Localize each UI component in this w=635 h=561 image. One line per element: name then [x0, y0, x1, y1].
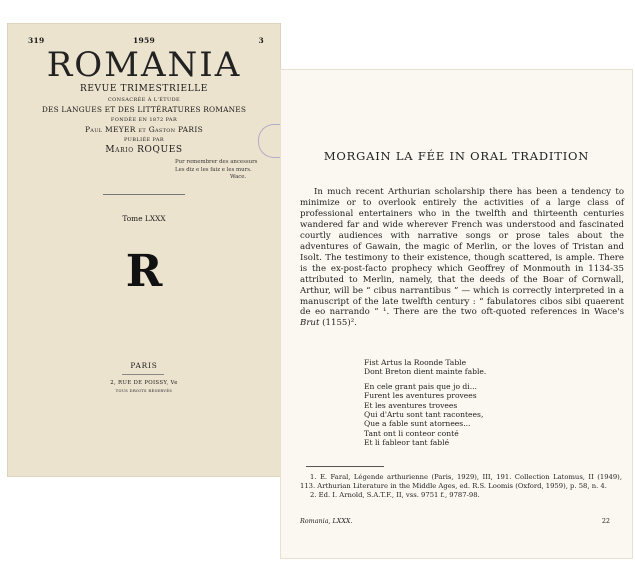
cover-rights: TOUS DROITS RÉSERVÉS — [115, 389, 173, 393]
paragraph-end: (1155)². — [319, 318, 357, 329]
verse-line: Et li fableor tant fablé — [364, 438, 450, 448]
journal-cover-page — [8, 24, 280, 476]
journal-subtitle: REVUE TRIMESTRIELLE — [80, 84, 208, 94]
article-page — [281, 70, 632, 558]
footer-page-number: 22 — [601, 517, 610, 525]
paragraph-text: In much recent Arthurian scholarship there has been a tendency to minimize or to overlook entirely the activities of a large class of professional entertainers who in the twelfth and thirteenth centuries wandered far and wide wherever French was understood and fascinated courtly audiences with narrative songs or prose tales about the adventures of Gawain, the magic of Merlin, or the loves of Tristan and Isolt. The testimony to their existence, though scattered, is ample. There is the ex-post-facto prophecy which Geoffrey of Monmouth in 1134-35 attributed to Merlin, namely, that the deeds of the Boar of Cornwall, Arthur, will be “ cibus narrantibus ” — which is correctly interpreted in a manuscript of the late twelfth century : “ fabulatores cibos sibi quaerent de eo narrando ” ¹. There are the two oft-quoted references in Wace's — [300, 187, 624, 318]
cover-city: PARIS — [130, 361, 158, 370]
cover-epigraph — [175, 159, 257, 182]
footnote-2: 2. Ed. I. Arnold, S.A.T.F., II, vss. 9751 f., 9787-98. — [310, 491, 480, 499]
cover-editor: Mario ROQUES — [105, 145, 183, 155]
brut-title: Brut — [300, 318, 320, 329]
verse-line: Et les aventures trovees — [364, 400, 458, 410]
verse-line: Que a fable sunt atornees... — [364, 419, 471, 429]
cover-tome: Tome LXXX — [122, 214, 166, 223]
article-title: MORGAIN LA FÉE IN ORAL TRADITION — [323, 149, 590, 163]
library-stamp-icon — [258, 124, 281, 158]
epigraph-line: Les diz e les faiz e les murs. — [175, 166, 252, 173]
verse-line: Qui d'Artu sont tant racontees, — [364, 410, 484, 420]
verse-line: En cele grant pais que jo di... — [364, 381, 477, 391]
verse-line: Furent les aventures provees — [364, 391, 477, 401]
cover-divider-small — [122, 374, 164, 375]
cover-languages-line: DES LANGUES ET DES LITTÉRATURES ROMANES — [41, 105, 247, 114]
cover-published-by: PUBLIÉE PAR — [123, 137, 165, 143]
cover-divider — [103, 194, 185, 195]
article-paragraph — [300, 187, 624, 329]
cover-issue-number: 3 — [258, 36, 264, 45]
journal-logo-letter: R — [125, 246, 163, 297]
cover-consecrated-line: CONSACRÉE À L'ÉTUDE — [107, 97, 181, 103]
cover-founded-line: FONDÉE EN 1872 PAR — [110, 117, 178, 123]
epigraph-attribution: Wace. — [230, 174, 247, 180]
footer-journal: Romania, LXXX. — [300, 517, 353, 525]
article-body — [300, 187, 624, 329]
footnote-rule — [306, 466, 384, 467]
footnote-1: 1. E. Faral, Légende arthurienne (Paris, 1929), III, 191. Collection Latomus, II (1949), 113. Arthurian Literature in the Middle Ages, ed. R.S. Loomis (Oxford, 1959), p. 58, n. 4. — [300, 473, 622, 490]
footnotes — [300, 473, 622, 500]
verse-line: Fist Artus la Roonde Table — [364, 358, 467, 367]
epigraph-line: Pur remembrer des ancessurs — [175, 159, 258, 165]
cover-year: 1959 — [132, 36, 156, 45]
verse-line: Dont Breton dient mainte fable. — [364, 367, 487, 377]
cover-address: 2, RUE DE POISSY, Ve — [110, 380, 178, 386]
verse-line: Tant ont li conteor conté — [364, 428, 459, 438]
verse-quotation — [364, 358, 486, 448]
journal-title: ROMANIA — [46, 45, 242, 85]
cover-volume-number: 319 — [28, 36, 45, 45]
cover-founders: Paul MEYER et Gaston PARIS — [84, 125, 204, 134]
